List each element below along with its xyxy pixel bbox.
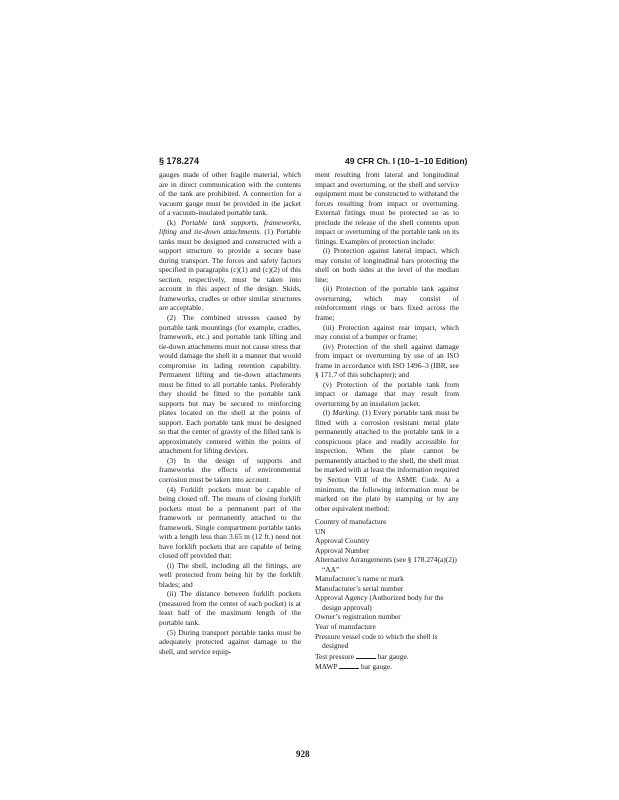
paragraph-text: (ii) The distance between forklift pockets (measured from the center of each pocket) is at least half of the maximum length of the portable tank. [159, 589, 301, 627]
paragraph [315, 408, 459, 513]
paragraph [159, 628, 301, 657]
paragraph-prefix: (k) [167, 217, 182, 227]
paragraph-text: (v) Protection of the portable tank from impact or damage that may result from overturning by an insulation jacket. [315, 379, 459, 408]
marking-list-item: UN [315, 526, 326, 536]
paragraph-text: (4) Forklift pockets must be capable of being closed off. The means of closing forklift pockets must be a permanent part of the framework or permanently attached to the framework. Single compartment portable tanks with a length less than 3.65 m (12 ft.) need not have forklift pockets that are capable of being closed off provided that: [159, 484, 301, 561]
paragraph [159, 170, 301, 218]
paragraph-text: (iv) Protection of the shell against damage from impact or overturning by use of an ISO frame in accordance with ISO 1496–3 (IBR, see § 171.7 of this subchapter); and [315, 341, 459, 380]
paragraph-text: (ii) Protection of the portable tank against overturning, which may consist of reinforcement rings or bars fixed across the frame; [315, 284, 459, 322]
marking-list [315, 517, 459, 650]
paragraph [315, 380, 459, 409]
marking-list-item: Approval Number [315, 545, 370, 555]
pressure-lines [315, 651, 459, 672]
left-column [159, 170, 301, 656]
paragraph-text: (5) During transport portable tanks must be adequately protected against damage to the shell, and service equip- [159, 627, 301, 656]
marking-list-item: Manufacturer’s serial number [315, 583, 404, 593]
pressure-line [315, 651, 459, 662]
paragraph-text: (1) Portable tanks must be designed and constructed with a support structure to provide a secure base during transport. The forces and safety factors specified in paragraphs (c)(1) and (c)(2) of this section, respectively, must be taken into account in this aspect of the design. Skids, frameworks, cradles or other similar structures are acceptable. [159, 227, 301, 313]
paragraph-text: (i) The shell, including all the fittings, are well protected from being hit by the forklift blades; and [159, 560, 301, 589]
marking-list-item: Alternative Arrangements (see § 178.274(a)(2)) “AA” [315, 555, 457, 574]
page-number: 928 [296, 749, 310, 759]
paragraph [315, 284, 459, 322]
right-column [315, 170, 459, 672]
paragraph [159, 313, 301, 456]
paragraph [315, 342, 459, 380]
paragraph-text: (i) Protection against lateral impact, which may consist of longitudinal bars protecting the shell on both sides at the level of the median line; [315, 246, 459, 284]
paragraph-text: gauges made of other fragile material, which are in direct communication with the contents of the tank are prohibited. A connection for a vacuum gauge must be provided in the jacket of a vacuum-insulated portable tank. [159, 170, 301, 218]
right-paragraphs [315, 170, 459, 513]
marking-list-item: Approval Agency (Authorized body for the design approval) [315, 593, 444, 612]
marking-list-item: Country of manufacture [315, 517, 387, 527]
paragraph-text: (1) Every portable tank must be fitted with a corrosion resistant metal plate permanently attached to the portable tank in a conspicuous place and readily accessible for inspection. When the plate cannot be permanently attached to the shell, the shell must be marked with at least the information required by Section VIII of the ASME Code. At a minimum, the following information must be marked on the plate by stamping or by any other equivalent method: [315, 408, 459, 513]
paragraph-text: (2) The combined stresses caused by portable tank mountings (for example, cradles, framework, etc.) and portable tank lifting and tie-down attachments must not cause stress that would damage the shell in a manner that would compromise its lading retention capability. Permanent lifting and tie-down attachments must be fitted to all portable tanks. Preferably they should be fitted to the portable tank supports but may be secured to reinforcing plates located on the shell at the points of support. Each portable tank must be designed so that the center of gravity of the filled tank is approximately centered within the points of attachment for lifting devices. [159, 312, 301, 456]
marking-list-item: Owner’s registration number [315, 612, 401, 622]
pressure-unit: bar gauge. [361, 662, 392, 672]
section-header: § 178.274 [159, 156, 200, 166]
pressure-label: MAWP [315, 662, 338, 672]
paragraph-text: (iii) Protection against rear impact, which may consist of a bumper or frame; [315, 322, 459, 342]
blank-line [356, 651, 376, 659]
paragraph-heading: Marking. [332, 408, 360, 418]
paragraph [159, 485, 301, 561]
paragraph-heading: Portable tank supports, frameworks, lifting and tie-down attachments. [159, 217, 301, 237]
paragraph [315, 246, 459, 284]
blank-line [339, 661, 359, 669]
paragraph [159, 456, 301, 485]
marking-list-item: Manufacturer’s name or mark [315, 574, 404, 584]
paragraph [315, 323, 459, 342]
pressure-unit: bar gauge. [377, 651, 409, 661]
paragraph-text: (3) In the design of supports and frameworks the effects of environmental corrosion must be taken into account. [159, 455, 301, 484]
pressure-label: Test pressure [315, 651, 354, 661]
paragraph [315, 170, 459, 246]
paragraph [159, 561, 301, 590]
paragraph-text: ment resulting from lateral and longitudinal impact and overturning, or the shell and service equipment must be constructed to withstand the forces resulting from impact or overturning. External fittings must be protected so as to preclude the release of the shell contents upon impact or overturning of the portable tank on its fittings. Examples of protection include: [315, 170, 459, 246]
paragraph [159, 218, 301, 313]
marking-list-item: Pressure vessel code to which the shell is designed [315, 631, 438, 651]
paragraph [159, 589, 301, 627]
marking-list-item: Approval Country [315, 536, 370, 546]
pressure-line [315, 661, 459, 672]
paragraph-prefix: (l) [323, 408, 333, 418]
edition-header: 49 CFR Ch. I (10–1–10 Edition) [345, 156, 468, 166]
marking-list-item: Year of manufacture [315, 621, 376, 631]
